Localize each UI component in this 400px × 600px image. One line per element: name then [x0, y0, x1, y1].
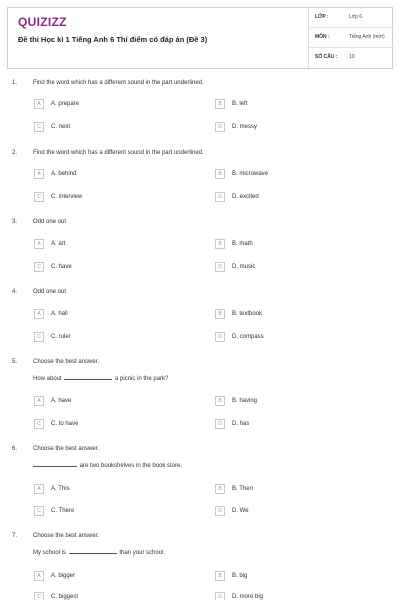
- option-text: B. Then: [232, 485, 253, 492]
- meta-label: SỐ CÂU :: [315, 54, 338, 60]
- option-letter-box: C: [34, 419, 44, 429]
- meta-value: Lớp 6: [349, 14, 363, 20]
- option-text: D. excited: [232, 193, 259, 200]
- question-number: 2.: [12, 150, 18, 156]
- option-letter-box: B: [215, 484, 225, 494]
- option-letter-box: A: [34, 396, 44, 406]
- sentence-end: than your school.: [119, 550, 166, 556]
- option-text: C. ruler: [51, 333, 71, 340]
- question-prompt: Odd one out: [33, 219, 67, 225]
- meta-value: Tiếng Anh (mới): [349, 34, 385, 40]
- question-number: 5.: [12, 359, 18, 365]
- option-letter-box: D: [215, 592, 225, 600]
- option-letter-box: B: [215, 169, 225, 179]
- option-text: D. music: [232, 263, 256, 270]
- option-letter-box: D: [215, 122, 225, 132]
- option-letter-box: A: [34, 571, 44, 581]
- sentence-start: My school is: [33, 550, 67, 556]
- option-text: A. This: [51, 485, 70, 492]
- answer-blank: [33, 466, 77, 467]
- question-number: 6.: [12, 446, 18, 452]
- option-text: D. more big: [232, 593, 264, 600]
- answer-blank: [69, 553, 117, 554]
- option-letter-box: C: [34, 262, 44, 272]
- option-letter-box: D: [215, 262, 225, 272]
- option-text: B. microwave: [232, 170, 269, 177]
- quizizz-logo: QUIZIZZ: [18, 15, 67, 29]
- option-text: A. art: [51, 240, 66, 247]
- option-text: C. next: [51, 123, 71, 130]
- option-text: A. behind: [51, 170, 77, 177]
- option-letter-box: C: [34, 332, 44, 342]
- meta-label: MÔN :: [315, 34, 330, 40]
- question-sentence: [33, 463, 182, 469]
- question-prompt: Odd one out: [33, 289, 67, 295]
- option-text: B. left: [232, 100, 248, 107]
- option-letter-box: C: [34, 506, 44, 516]
- option-text: C. biggest: [51, 593, 79, 600]
- question-sentence: [33, 550, 165, 556]
- question-prompt: Find the word which has a different sound in the part underlined.: [33, 80, 204, 86]
- question-prompt: Find the word which has a different sound in the part underlined.: [33, 150, 204, 156]
- option-text: D. has: [232, 420, 250, 427]
- sentence-end: a picnic in the park?: [115, 376, 169, 382]
- option-letter-box: D: [215, 332, 225, 342]
- option-text: B. big: [232, 572, 248, 579]
- option-letter-box: D: [215, 506, 225, 516]
- question-prompt: Choose the best answer.: [33, 533, 100, 539]
- meta-row-grade: [309, 8, 395, 28]
- option-text: A. bigger: [51, 572, 76, 579]
- meta-row-count: [309, 48, 395, 68]
- question-number: 7.: [12, 533, 18, 539]
- option-letter-box: D: [215, 419, 225, 429]
- answer-blank: [64, 379, 112, 380]
- sentence-start: How about: [33, 376, 62, 382]
- option-letter-box: B: [215, 309, 225, 319]
- question-prompt: Choose the best answer.: [33, 359, 100, 365]
- sentence-end: are two bookshelves in the book store.: [79, 463, 183, 469]
- question-sentence: [33, 376, 168, 382]
- question-number: 1.: [12, 80, 18, 86]
- option-text: A. prepare: [51, 100, 80, 107]
- option-text: D. compass: [232, 333, 264, 340]
- option-letter-box: B: [215, 396, 225, 406]
- option-text: A. hall: [51, 310, 68, 317]
- option-text: C. have: [51, 263, 72, 270]
- option-letter-box: A: [34, 169, 44, 179]
- option-text: C. to have: [51, 420, 79, 427]
- option-letter-box: A: [34, 99, 44, 109]
- meta-row-subject: [309, 28, 395, 48]
- option-letter-box: D: [215, 192, 225, 202]
- option-letter-box: C: [34, 592, 44, 600]
- question-number: 4.: [12, 289, 18, 295]
- option-letter-box: A: [34, 309, 44, 319]
- option-letter-box: C: [34, 192, 44, 202]
- option-letter-box: B: [215, 239, 225, 249]
- option-text: B. having: [232, 397, 258, 404]
- meta-label: LỚP :: [315, 14, 329, 20]
- option-text: D. messy: [232, 123, 258, 130]
- option-text: C. There: [51, 507, 75, 514]
- meta-value: 10: [349, 54, 355, 60]
- option-letter-box: B: [215, 571, 225, 581]
- option-letter-box: A: [34, 484, 44, 494]
- option-text: C. interview: [51, 193, 83, 200]
- question-prompt: Choose the best answer.: [33, 446, 100, 452]
- option-text: D. We: [232, 507, 249, 514]
- option-text: A. have: [51, 397, 72, 404]
- option-letter-box: B: [215, 99, 225, 109]
- option-text: B. textbook: [232, 310, 263, 317]
- option-letter-box: C: [34, 122, 44, 132]
- option-letter-box: A: [34, 239, 44, 249]
- worksheet-title: Đề thi Học kì 1 Tiếng Anh 6 Thí điểm có đáp án (Đề 3): [18, 35, 208, 44]
- option-text: B. math: [232, 240, 253, 247]
- worksheet-header: [7, 7, 393, 69]
- question-number: 3.: [12, 219, 18, 225]
- meta-table: [308, 8, 394, 70]
